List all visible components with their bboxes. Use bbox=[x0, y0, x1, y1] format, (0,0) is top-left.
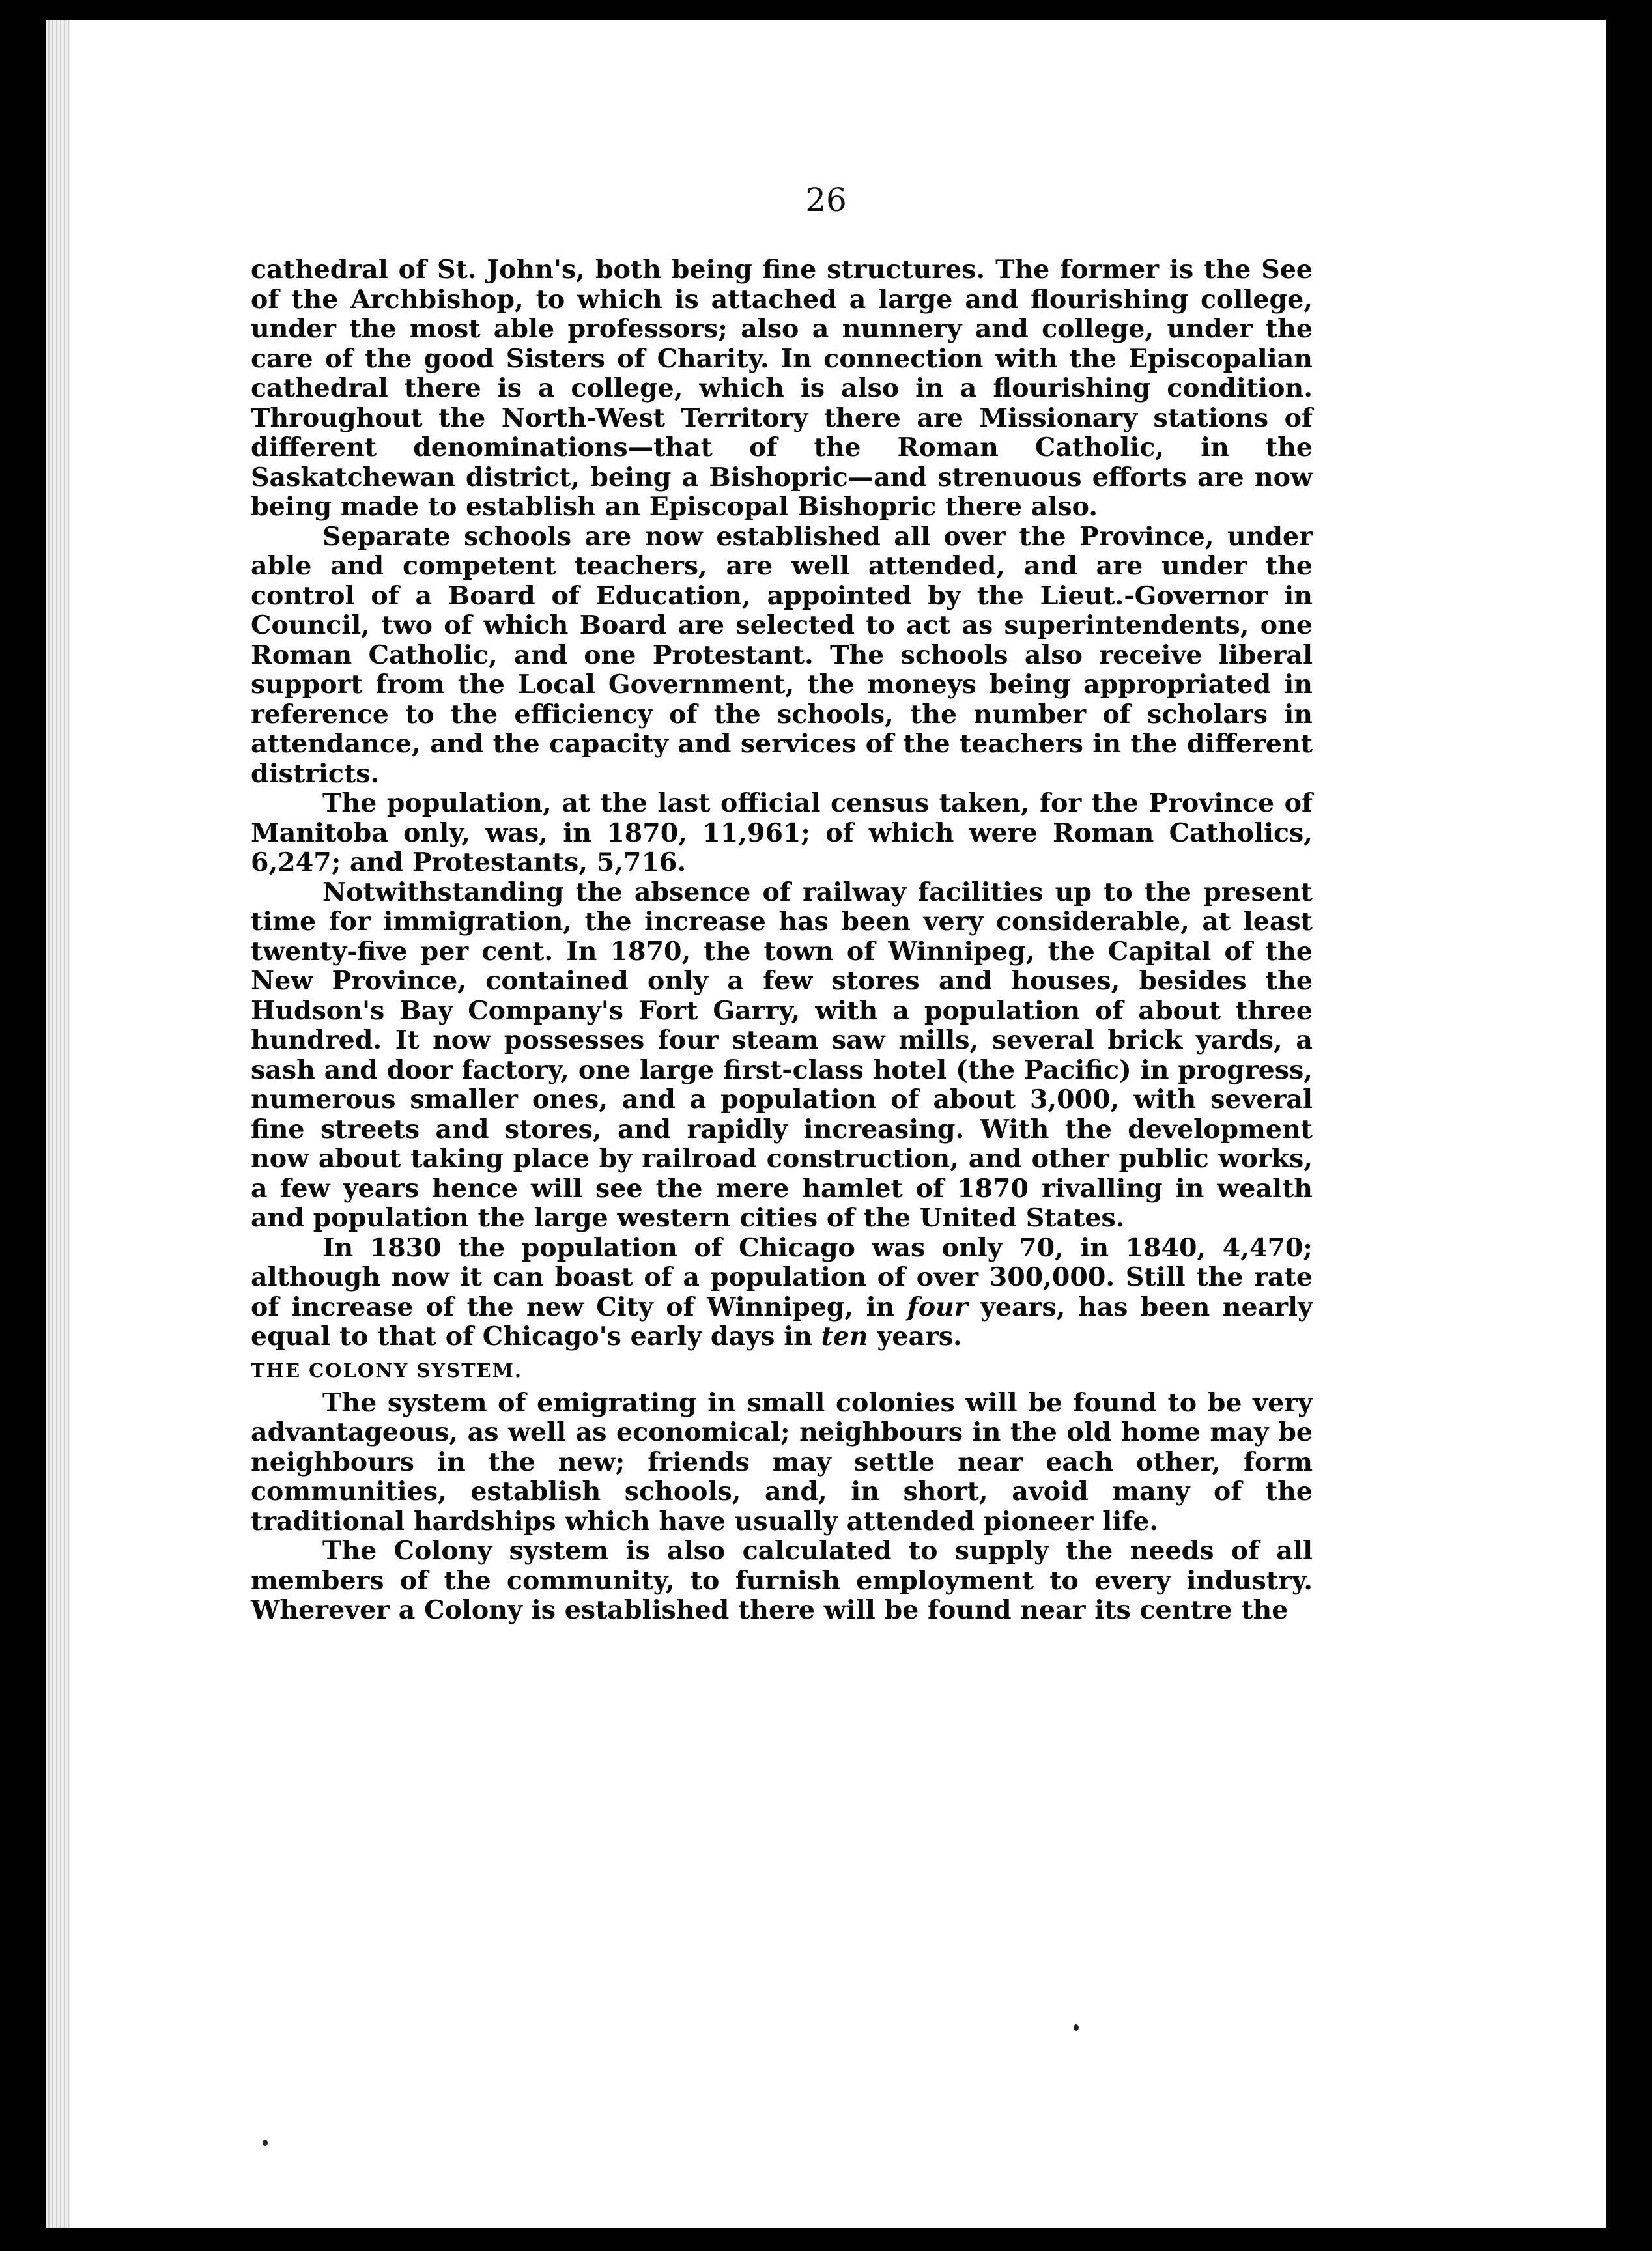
paragraph-winnipeg-growth: Notwithstanding the absence of railway facilities up to the present time for immigration, the increase has been very considerable, at least twenty-five per cent. In 1870, the town of Winnipeg, the Capital of the New Province, contained only a few stores and houses, besides the Hudson's Bay Company's Fort Garry, with a population of about three hundred. It now possesses four steam saw mills, several brick yards, a sash and door factory, one large first-class hotel (the Pacific) in progress, numerous smaller ones, and a population of about 3,000, with several fine streets and stores, and rapidly increasing. With the development now about taking place by railroad construction, and other public works, a few years hence will see the mere hamlet of 1870 rivalling in wealth and population the large western cities of the United States. bbox=[251, 877, 1313, 1233]
paragraph-population: The population, at the last official census taken, for the Province of Manitoba only, was, in 1870, 11,961; of which were Roman Catholics, 6,247; and Protestants, 5,716. bbox=[251, 788, 1313, 877]
page-edge bbox=[46, 20, 70, 2228]
paragraph-cathedrals: cathedral of St. John's, both being fine structures. The former is the See of the Archbishop, to which is attached a large and flourishing college, under the most able professors; also a nunnery and college, under the care of the good Sisters of Charity. In connection with the Episcopalian cathedral there is a college, which is also in a flourishing condition. Throughout the North-West Territory there are Missionary stations of different denominations—that of the Roman Catholic, in the Saskatchewan district, being a Bishopric—and strenuous efforts are now being made to establish an Episcopal Bishopric there also. bbox=[251, 255, 1313, 522]
chicago-text-end: years. bbox=[868, 1322, 962, 1352]
emphasis-ten: ten bbox=[821, 1322, 868, 1352]
scan-speck bbox=[1074, 2024, 1079, 2031]
page-number: 26 bbox=[805, 181, 847, 219]
paragraph-schools: Separate schools are now established all over the Province, under able and competent teachers, are well attended, and are under the control of a Board of Education, appointed by the Lieut.-Governor in Council, two of which Board are selected to act as superintendents, one Roman Catholic, and one Protestant. The schools also receive liberal support from the Local Government, the moneys being appropriated in reference to the efficiency of the schools, the number of scholars in attendance, and the capacity and services of the teachers in the different districts. bbox=[251, 521, 1313, 789]
paragraph-colony-needs: The Colony system is also calculated to supply the needs of all members of the community, to furnish employment to every industry. Wherever a Colony is established there will be found near its centre the bbox=[251, 1536, 1313, 1625]
body-text bbox=[251, 255, 1313, 1626]
section-heading: THE COLONY SYSTEM. bbox=[251, 1359, 522, 1381]
emphasis-four: four bbox=[907, 1292, 968, 1322]
paragraph-colony-advantages: The system of emigrating in small colonies will be found to be very advantageous, as well as economical; neighbours in the old home may be neighbours in the new; friends may settle near each other, form communities, establish schools, and, in short, avoid many of the traditional hardships which have usually attended pioneer life. bbox=[251, 1387, 1313, 1536]
chicago-text-middle: years, has been nearly equal to that of Chicago's early days in bbox=[251, 1292, 1313, 1352]
paragraph-chicago-comparison bbox=[251, 1234, 1313, 1352]
scan-speck bbox=[263, 2140, 268, 2146]
chicago-text-start: In 1830 the population of Chicago was only 70, in 1840, 4,470; although now it can boast of a population of over 300,000. Still the rate of increase of the new City of Winnipeg, in bbox=[251, 1232, 1313, 1322]
